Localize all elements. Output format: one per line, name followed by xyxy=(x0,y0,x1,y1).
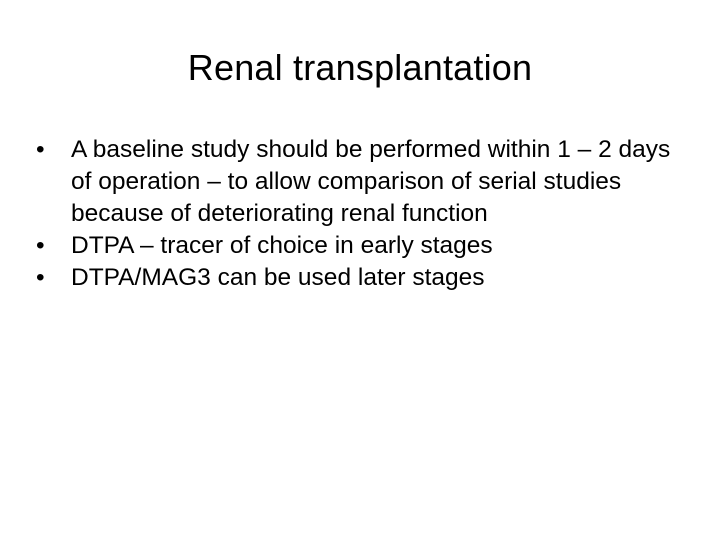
bullet-text: DTPA/MAG3 can be used later stages xyxy=(71,264,485,291)
bullet-text: A baseline study should be performed within 1 – 2 days of operation – to allow comparison of serial studies because of deteriorating renal function xyxy=(71,136,671,227)
bullet-list xyxy=(36,134,686,294)
bullet-icon: • xyxy=(36,264,45,291)
bullet-icon: • xyxy=(36,136,45,163)
slide-title: Renal transplantation xyxy=(187,47,533,88)
bullet-item xyxy=(36,134,686,230)
bullet-text: DTPA – tracer of choice in early stages xyxy=(71,232,493,259)
bullet-icon: • xyxy=(36,232,45,259)
bullet-item xyxy=(36,262,686,294)
bullet-item xyxy=(36,230,686,262)
